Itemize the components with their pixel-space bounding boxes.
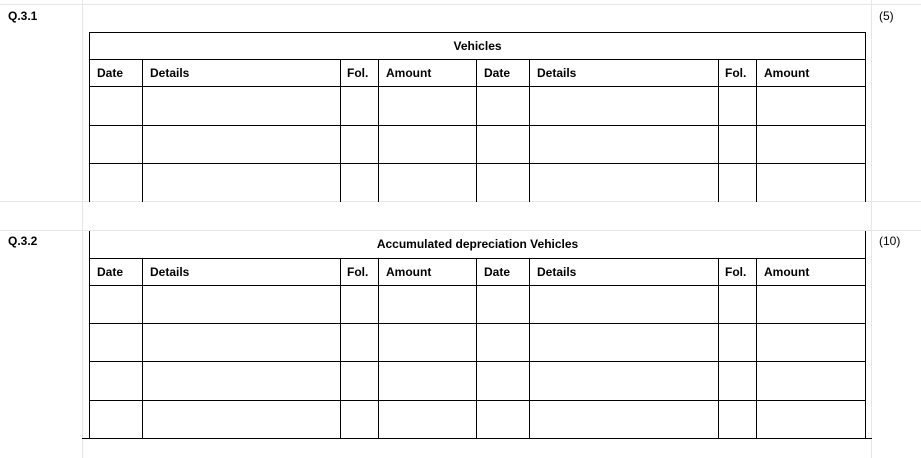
cell[interactable] xyxy=(379,400,477,438)
cell[interactable] xyxy=(719,87,757,125)
cell[interactable] xyxy=(530,362,719,400)
cell[interactable] xyxy=(530,164,719,202)
cell[interactable] xyxy=(90,285,143,323)
cell[interactable] xyxy=(530,324,719,362)
cell[interactable] xyxy=(143,285,341,323)
cell[interactable] xyxy=(341,87,379,125)
ledger-account-accumulated-depreciation xyxy=(89,231,866,439)
cell[interactable] xyxy=(477,285,530,323)
cell[interactable] xyxy=(143,400,341,438)
column-header-date-debit: Date xyxy=(90,258,143,285)
table-row xyxy=(90,285,866,323)
cell[interactable] xyxy=(719,125,757,163)
question-marks: (10) xyxy=(879,234,901,248)
table-row xyxy=(90,324,866,362)
question-number: Q.3.2 xyxy=(8,234,38,248)
cell[interactable] xyxy=(477,87,530,125)
table-row xyxy=(90,362,866,400)
column-header-row xyxy=(90,60,866,87)
cell[interactable] xyxy=(341,324,379,362)
column-header-folio-credit: Fol. xyxy=(719,60,757,87)
cell[interactable] xyxy=(90,164,143,202)
cell[interactable] xyxy=(477,400,530,438)
gridline xyxy=(82,0,83,458)
cell[interactable] xyxy=(757,400,866,438)
column-header-date-credit: Date xyxy=(477,60,530,87)
cell[interactable] xyxy=(757,285,866,323)
cell[interactable] xyxy=(757,164,866,202)
column-header-date-credit: Date xyxy=(477,258,530,285)
column-header-folio-debit: Fol. xyxy=(341,258,379,285)
cell[interactable] xyxy=(719,164,757,202)
cell[interactable] xyxy=(143,125,341,163)
cell[interactable] xyxy=(477,362,530,400)
cell[interactable] xyxy=(341,400,379,438)
cell[interactable] xyxy=(530,400,719,438)
question-number: Q.3.1 xyxy=(8,9,38,23)
bottom-border-line xyxy=(82,438,872,439)
cell[interactable] xyxy=(757,125,866,163)
gridline xyxy=(871,0,872,458)
column-header-amount-credit: Amount xyxy=(757,60,866,87)
cell[interactable] xyxy=(90,324,143,362)
cell[interactable] xyxy=(90,87,143,125)
cell[interactable] xyxy=(719,324,757,362)
cell[interactable] xyxy=(379,87,477,125)
table-row xyxy=(90,125,866,163)
table-row xyxy=(90,400,866,438)
column-header-row xyxy=(90,258,866,285)
column-header-amount-debit: Amount xyxy=(379,60,477,87)
question-marks: (5) xyxy=(879,9,894,23)
account-title: Vehicles xyxy=(90,33,866,60)
cell[interactable] xyxy=(143,324,341,362)
cell[interactable] xyxy=(379,164,477,202)
cell[interactable] xyxy=(90,400,143,438)
account-title: Accumulated depreciation Vehicles xyxy=(90,231,866,258)
cell[interactable] xyxy=(90,362,143,400)
cell[interactable] xyxy=(143,87,341,125)
cell[interactable] xyxy=(530,285,719,323)
cell[interactable] xyxy=(530,87,719,125)
column-header-amount-debit: Amount xyxy=(379,258,477,285)
cell[interactable] xyxy=(379,125,477,163)
cell[interactable] xyxy=(757,324,866,362)
cell[interactable] xyxy=(90,125,143,163)
ledger-account-vehicles xyxy=(89,32,866,202)
cell[interactable] xyxy=(379,362,477,400)
column-header-details-debit: Details xyxy=(143,60,341,87)
cell[interactable] xyxy=(477,125,530,163)
cell[interactable] xyxy=(341,164,379,202)
cell[interactable] xyxy=(719,362,757,400)
gridline xyxy=(0,4,921,5)
table-row xyxy=(90,87,866,125)
cell[interactable] xyxy=(719,400,757,438)
cell[interactable] xyxy=(143,362,341,400)
cell[interactable] xyxy=(379,285,477,323)
column-header-amount-credit: Amount xyxy=(757,258,866,285)
cell[interactable] xyxy=(530,125,719,163)
cell[interactable] xyxy=(143,164,341,202)
column-header-date-debit: Date xyxy=(90,60,143,87)
cell[interactable] xyxy=(477,324,530,362)
table-row xyxy=(90,164,866,202)
column-header-details-credit: Details xyxy=(530,60,719,87)
cell[interactable] xyxy=(757,362,866,400)
cell[interactable] xyxy=(341,285,379,323)
column-header-folio-debit: Fol. xyxy=(341,60,379,87)
column-header-details-credit: Details xyxy=(530,258,719,285)
cell[interactable] xyxy=(379,324,477,362)
cell[interactable] xyxy=(341,125,379,163)
cell[interactable] xyxy=(719,285,757,323)
column-header-folio-credit: Fol. xyxy=(719,258,757,285)
cell[interactable] xyxy=(477,164,530,202)
cell[interactable] xyxy=(757,87,866,125)
cell[interactable] xyxy=(341,362,379,400)
column-header-details-debit: Details xyxy=(143,258,341,285)
